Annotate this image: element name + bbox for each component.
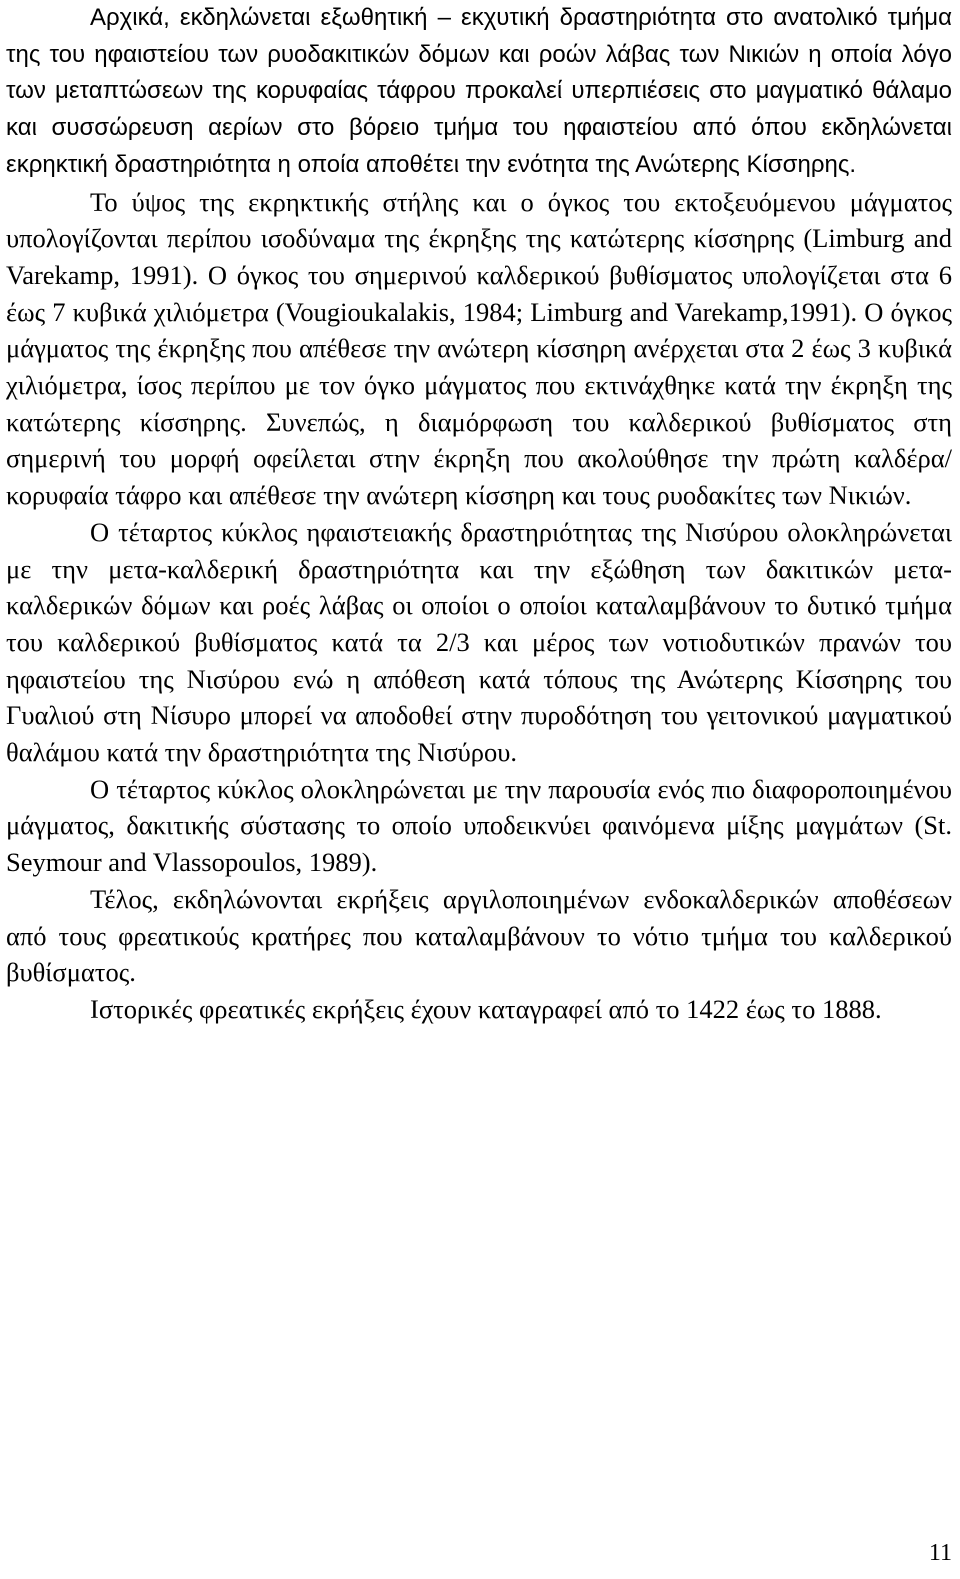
page-number: 11 <box>928 1540 952 1566</box>
paragraph-6: Ιστορικές φρεατικές εκρήξεις έχουν καταγραφεί από το 1422 έως το 1888. <box>90 993 882 1024</box>
paragraph-2: Το ύψος της εκρηκτικής στήλης και ο όγκος του εκτοξευόμενου μάγματος υπολογίζονται περίπου ισοδύναμα της έκρηξης της κατώτερης κίσσηρης (Limburg and Varekamp, 1991). Ο όγκος του σημερινού καλδερικού βυθίσματος υπολογίζεται στα 6 έως 7 κυβικά χιλιόμετρα (Vougioukalakis, 1984; Limburg and Varekamp,1991). Ο όγκος μάγματος της έκρηξης που απέθεσε την ανώτερη κίσσηρη ανέρχεται στα 2 έως 3 κυβικά χιλιόμετρα, ίσος περίπου με τον όγκο μάγματος που εκτινάχθηκε κατά την έκρηξη της κατώτερης κίσσηρης. Συνεπώς, η διαμόρφωση του καλδερικού βυθίσματος στη σημερινή του μορφή οφείλεται στην έκρηξη που ακολούθησε την πρώτη καλδέρα/κορυφαία τάφρο και απέθεσε την ανώτερη κίσσηρη και τους ρυοδακίτες των Νικιών. <box>6 186 952 511</box>
document-page <box>6 0 952 1028</box>
paragraph-1: Αρχικά, εκδηλώνεται εξωθητική – εκχυτική δραστηριότητα στο ανατολικό τμήμα της του ηφαιστείου των ρυοδακιτικών δόμων και ροών λάβας των Νικιών η οποία λόγο των μεταπτώσεων της κορυφαίας τάφρου προκαλεί υπερπιέσεις στο μαγματικό θάλαμο και συσσώρευση αερίων στο βόρειο τμήμα του ηφαιστείου από όπου εκδηλώνεται εκρηκτική δραστηριότητα η οποία αποθέτει την ενότητα της Ανώτερης Κίσσηρης. <box>6 4 952 178</box>
paragraph-5: Τέλος, εκδηλώνονται εκρήξεις αργιλοποιημένων ενδοκαλδερικών αποθέσεων από τους φρεατικούς κρατήρες που καταλαμβάνουν το νότιο τμήμα του καλδερικού βυθίσματος. <box>6 883 952 988</box>
paragraph-3: Ο τέταρτος κύκλος ηφαιστειακής δραστηριότητας της Νισύρου ολοκληρώνεται με την μετα-καλδερική δραστηριότητα και την εξώθηση των δακιτικών μετα-καλδερικών δόμων και ροές λάβας οι οποίοι ο οποίοι καταλαμβάνουν το δυτικό τμήμα του καλδερικού βυθίσματος κατά τα 2/3 και μέρος των νοτιοδυτικών πρανών του ηφαιστείου της Νισύρου ενώ η απόθεση κατά τόπους της Ανώτερης Κίσσηρης του Γυαλιού στη Νίσυρο μπορεί να αποδοθεί στην πυροδότηση του γειτονικού μαγματικού θαλάμου κατά την δραστηριότητα της Νισύρου. <box>6 516 952 768</box>
paragraph-4: Ο τέταρτος κύκλος ολοκληρώνεται με την παρουσία ενός πιο διαφοροποιημένου μάγματος, δακιτικής σύστασης το οποίο υποδεικνύει φαινόμενα μίξης μαγμάτων (St. Seymour and Vlassopoulos, 1989). <box>6 773 952 878</box>
